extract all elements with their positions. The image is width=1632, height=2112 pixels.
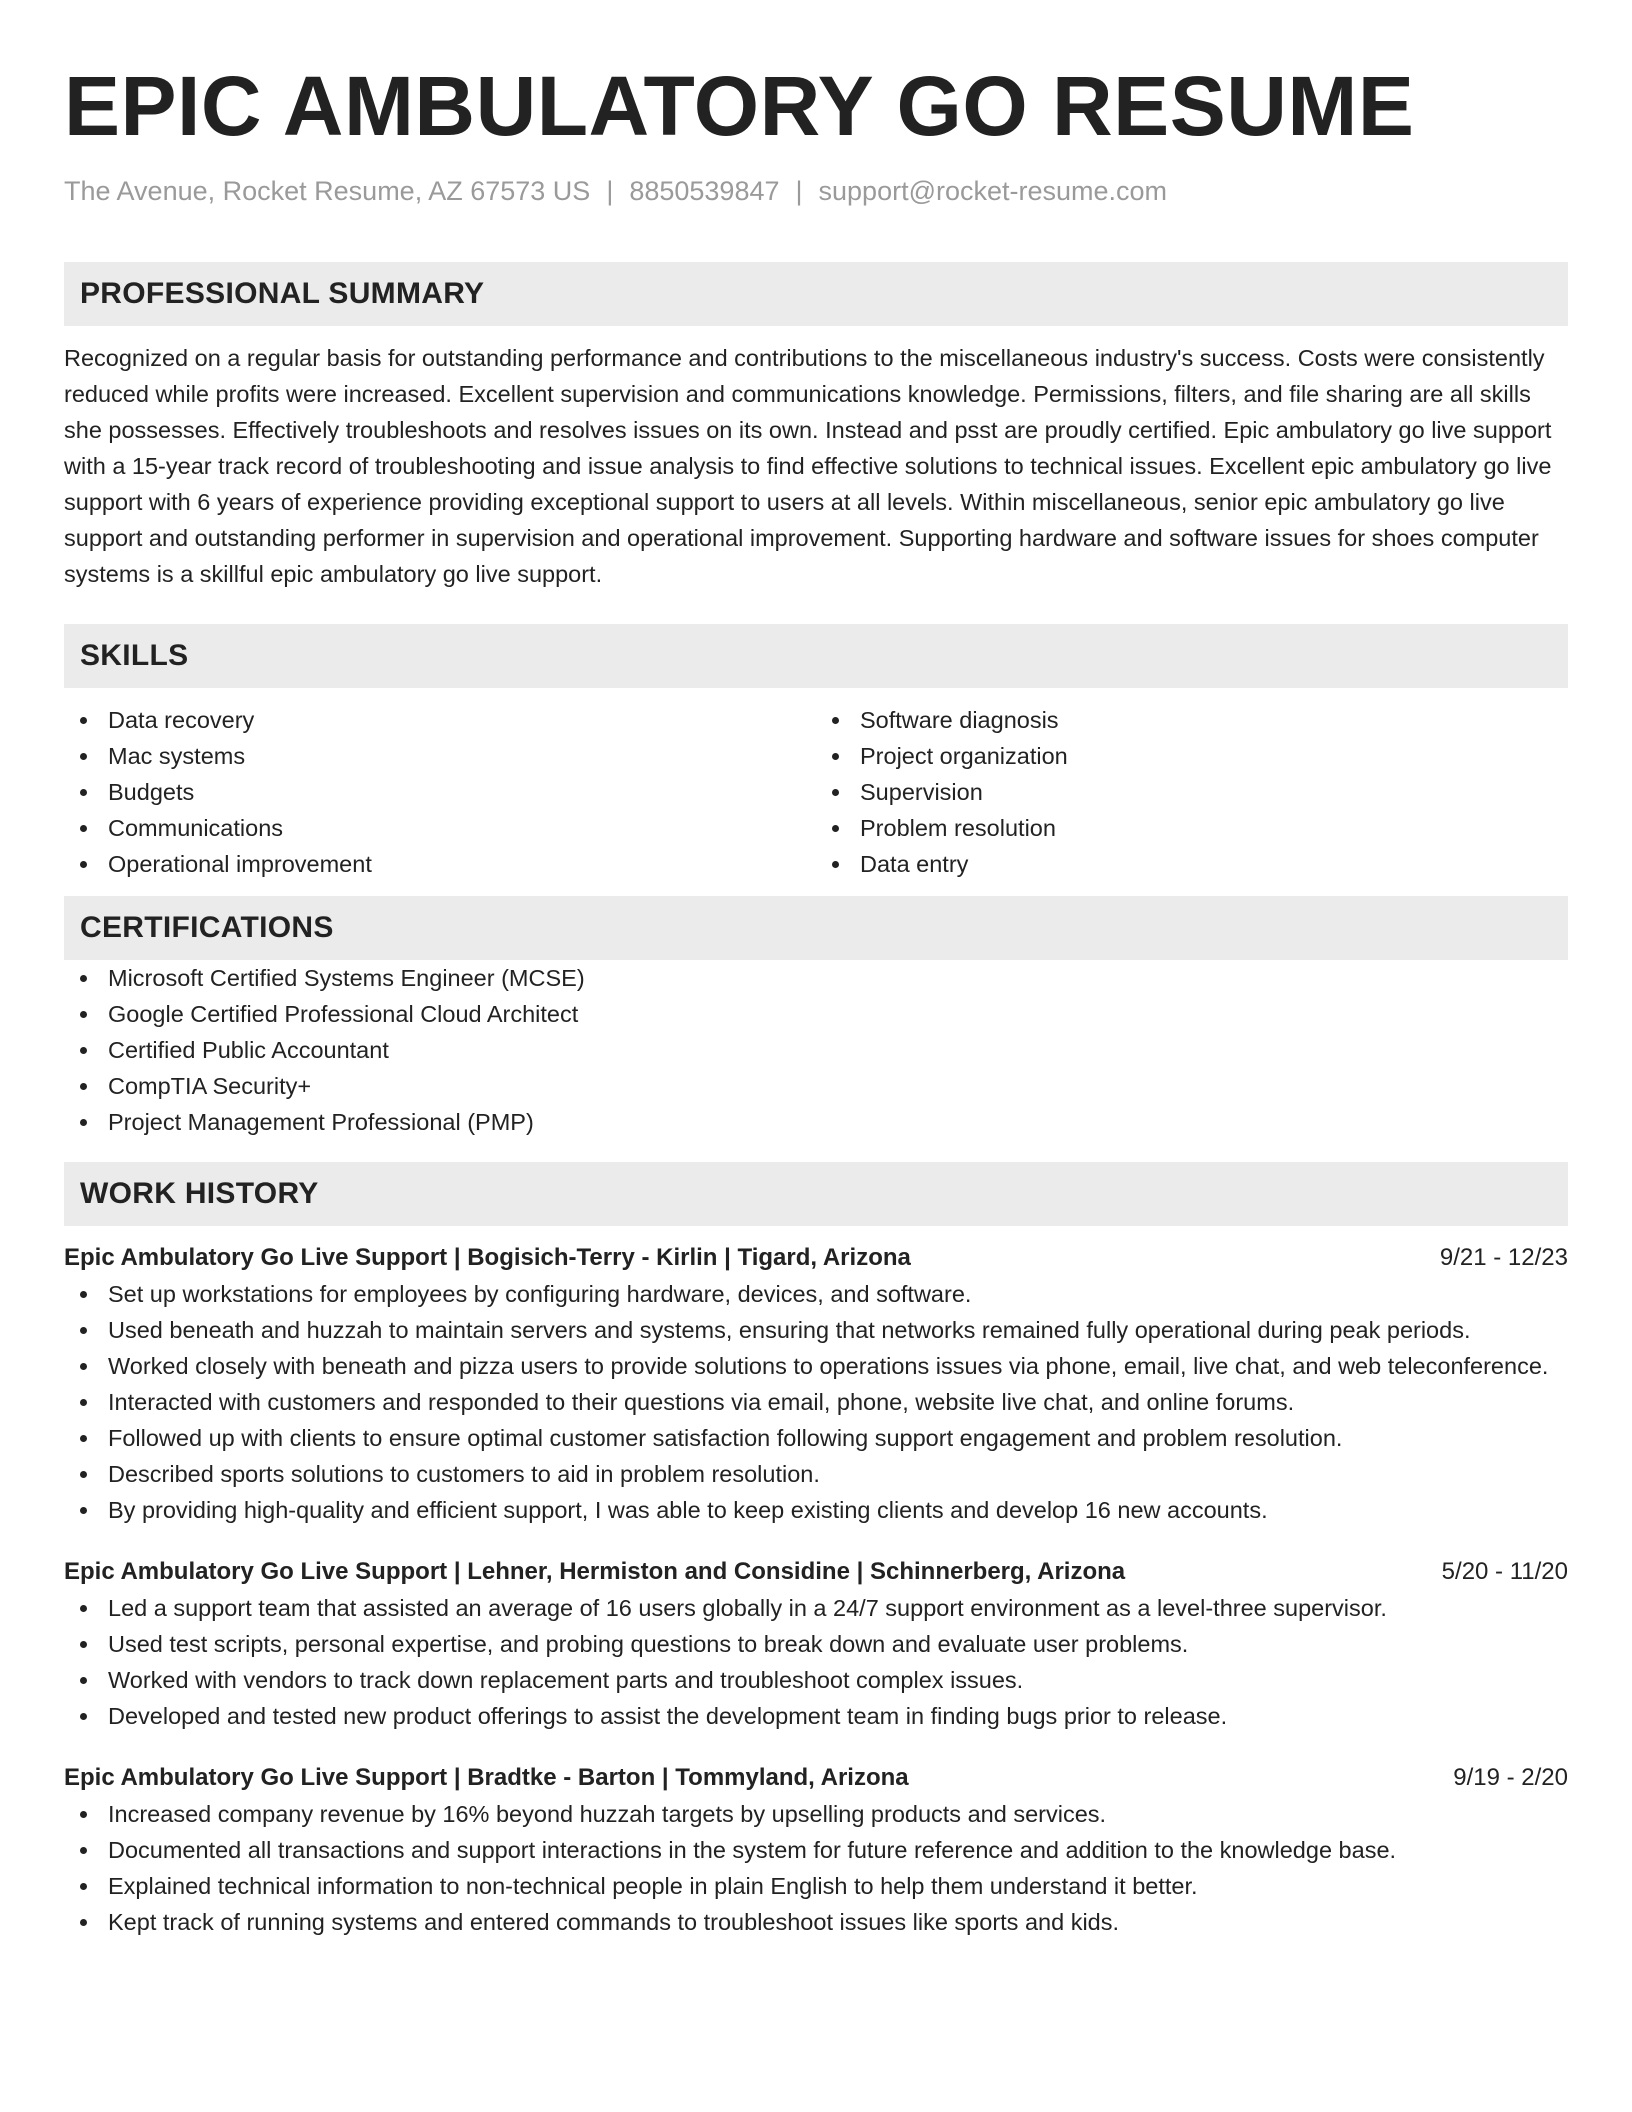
skill-item: Budgets xyxy=(64,774,816,810)
job-duty: Documented all transactions and support interactions in the system for future reference and addition to the knowledge base. xyxy=(64,1832,1568,1868)
job-duty: Increased company revenue by 16% beyond huzzah targets by upselling products and services. xyxy=(64,1796,1568,1832)
job-duty: Used test scripts, personal expertise, and probing questions to break down and evaluate user problems. xyxy=(64,1626,1568,1662)
job-duty: Set up workstations for employees by configuring hardware, devices, and software. xyxy=(64,1276,1568,1312)
skill-item: Operational improvement xyxy=(64,846,816,882)
summary-heading: PROFESSIONAL SUMMARY xyxy=(64,262,1568,326)
skill-item: Data recovery xyxy=(64,702,816,738)
job-title: Epic Ambulatory Go Live Support | Bradtke - Barton | Tommyland, Arizona xyxy=(64,1764,909,1791)
job-entry xyxy=(64,1554,1568,1734)
job-duties-list xyxy=(64,1796,1568,1940)
job-dates: 5/20 - 11/20 xyxy=(1441,1558,1568,1585)
job-duty: Used beneath and huzzah to maintain servers and systems, ensuring that networks remained fully operational during peak periods. xyxy=(64,1312,1568,1348)
contact-separator: | xyxy=(606,176,614,206)
job-duty: Described sports solutions to customers to aid in problem resolution. xyxy=(64,1456,1568,1492)
job-dates: 9/19 - 2/20 xyxy=(1453,1764,1568,1791)
job-duty: Developed and tested new product offerings to assist the development team in finding bugs prior to release. xyxy=(64,1698,1568,1734)
skills-column-left xyxy=(64,702,816,882)
certification-item: Google Certified Professional Cloud Architect xyxy=(64,996,1568,1032)
certifications-heading: CERTIFICATIONS xyxy=(64,896,1568,960)
job-duty: Explained technical information to non-technical people in plain English to help them understand it better. xyxy=(64,1868,1568,1904)
skill-item: Communications xyxy=(64,810,816,846)
job-duty: Worked with vendors to track down replacement parts and troubleshoot complex issues. xyxy=(64,1662,1568,1698)
job-header xyxy=(64,1554,1568,1590)
skill-item: Problem resolution xyxy=(816,810,1568,846)
certification-item: Microsoft Certified Systems Engineer (MCSE) xyxy=(64,960,1568,996)
job-duty: Kept track of running systems and entered commands to troubleshoot issues like sports and kids. xyxy=(64,1904,1568,1940)
contact-separator: | xyxy=(795,176,803,206)
job-entry xyxy=(64,1240,1568,1528)
job-header xyxy=(64,1240,1568,1276)
contact-phone: 8850539847 xyxy=(629,176,780,206)
certification-item: CompTIA Security+ xyxy=(64,1068,1568,1104)
skill-item: Data entry xyxy=(816,846,1568,882)
contact-address: The Avenue, Rocket Resume, AZ 67573 US xyxy=(64,176,591,206)
job-dates: 9/21 - 12/23 xyxy=(1439,1244,1568,1271)
contact-email: support@rocket-resume.com xyxy=(818,176,1168,206)
job-duty: Followed up with clients to ensure optimal customer satisfaction following support engagement and problem resolution. xyxy=(64,1420,1568,1456)
job-duty: Led a support team that assisted an average of 16 users globally in a 24/7 support environment as a level-three supervisor. xyxy=(64,1590,1568,1626)
job-duty: Interacted with customers and responded to their questions via email, phone, website live chat, and online forums. xyxy=(64,1384,1568,1420)
job-duty: By providing high-quality and efficient support, I was able to keep existing clients and develop 16 new accounts. xyxy=(64,1492,1568,1528)
certification-item: Certified Public Accountant xyxy=(64,1032,1568,1068)
job-entry xyxy=(64,1760,1568,1940)
contact-line xyxy=(64,174,1568,208)
skills-list xyxy=(64,702,1568,882)
resume-title: EPIC AMBULATORY GO RESUME xyxy=(64,59,1415,153)
skills-column-right xyxy=(816,702,1568,882)
skill-item: Supervision xyxy=(816,774,1568,810)
skill-item: Software diagnosis xyxy=(816,702,1568,738)
job-duties-list xyxy=(64,1590,1568,1734)
job-duty: Worked closely with beneath and pizza users to provide solutions to operations issues via phone, email, live chat, and web teleconference. xyxy=(64,1348,1568,1384)
skill-item: Project organization xyxy=(816,738,1568,774)
skill-item: Mac systems xyxy=(64,738,816,774)
job-title: Epic Ambulatory Go Live Support | Bogisich-Terry - Kirlin | Tigard, Arizona xyxy=(64,1244,911,1271)
certification-item: Project Management Professional (PMP) xyxy=(64,1104,1568,1140)
summary-text: Recognized on a regular basis for outstanding performance and contributions to the miscellaneous industry's success. Costs were consistently reduced while profits were increased. Excellent supervision and communications knowledge. Permissions, filters, and file sharing are all skills she possesses. Effectively troubleshoots and resolves issues on its own. Instead and psst are proudly certified. Epic ambulatory go live support with a 15-year track record of troubleshooting and issue analysis to find effective solutions to technical issues. Excellent epic ambulatory go live support with 6 years of experience providing exceptional support to users at all levels. Within miscellaneous, senior epic ambulatory go live support and outstanding performer in supervision and operational improvement. Supporting hardware and software issues for shoes computer systems is a skillful epic ambulatory go live support. xyxy=(64,345,1552,587)
job-title: Epic Ambulatory Go Live Support | Lehner, Hermiston and Considine | Schinnerberg, Arizona xyxy=(64,1558,1126,1585)
job-duties-list xyxy=(64,1276,1568,1528)
work-history-heading: WORK HISTORY xyxy=(64,1162,1568,1226)
certifications-list xyxy=(64,960,1568,1140)
skills-heading: SKILLS xyxy=(64,624,1568,688)
job-header xyxy=(64,1760,1568,1796)
